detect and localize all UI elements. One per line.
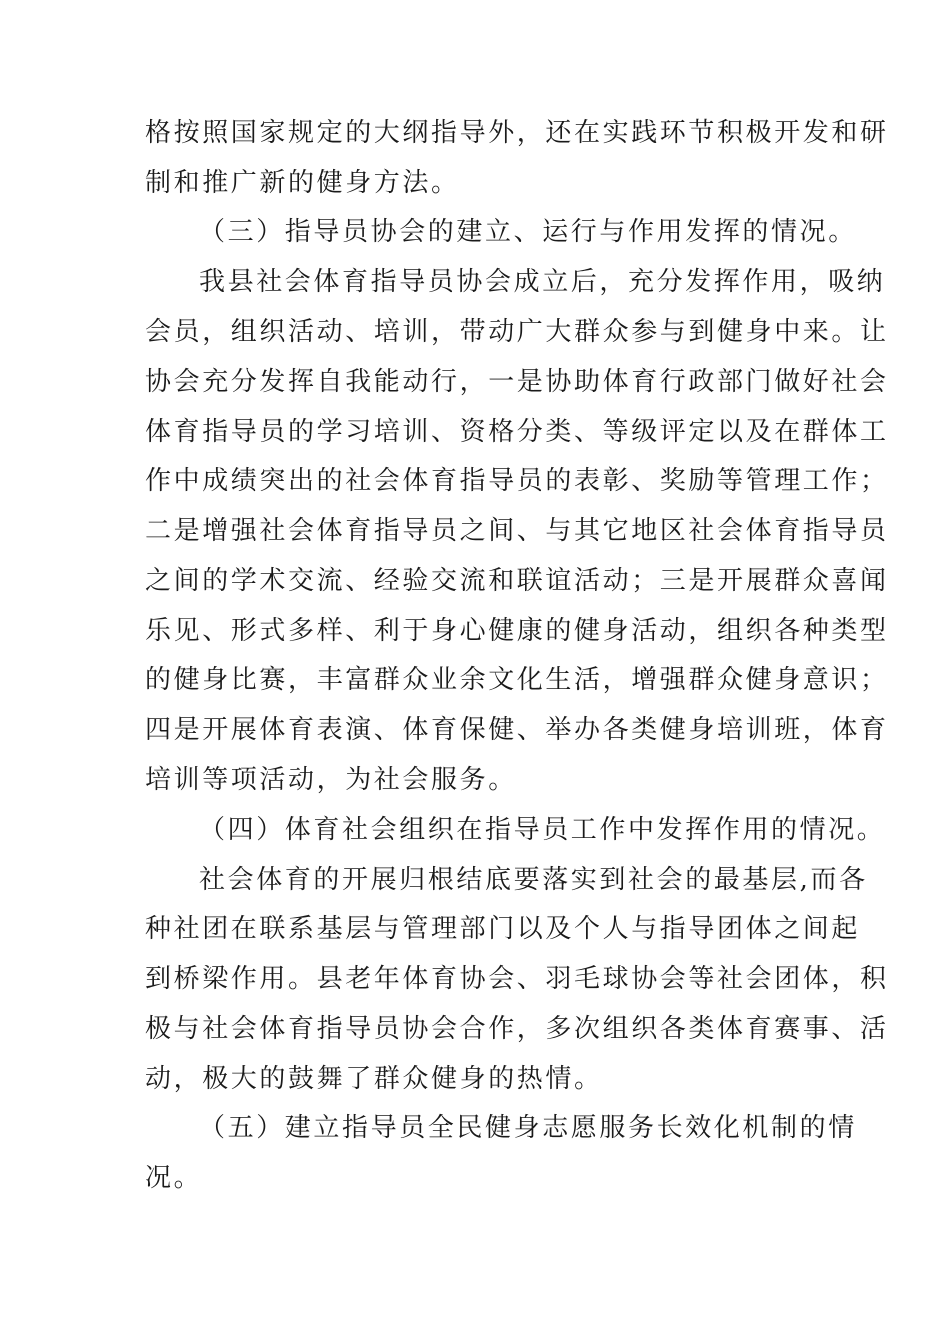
text-line: 制和推广新的健身方法。 — [145, 168, 460, 198]
text-line: 的健身比赛，丰富群众业余文化生活，增强群众健身意识； — [145, 665, 889, 695]
text-line: 动，极大的鼓舞了群众健身的热情。 — [145, 1064, 603, 1094]
text-line: 会员，组织活动、培训，带动广大群众参与到健身中来。让 — [145, 317, 889, 347]
text-line: 到桥梁作用。县老年体育协会、羽毛球协会等社会团体，积 — [145, 964, 889, 994]
text-line: 之间的学术交流、经验交流和联谊活动；三是开展群众喜闻 — [145, 566, 889, 596]
section-heading-3: （三）指导员协会的建立、运行与作用发挥的情况。 — [199, 217, 857, 247]
text-line: 培训等项活动，为社会服务。 — [145, 765, 517, 795]
text-line: 我县社会体育指导员协会成立后，充分发挥作用，吸纳 — [199, 267, 886, 297]
text-line: 协会充分发挥自我能动行，一是协助体育行政部门做好社会 — [145, 367, 889, 397]
text-line: 种社团在联系基层与管理部门以及个人与指导团体之间起 — [145, 914, 861, 944]
text-line: 作中成绩突出的社会体育指导员的表彰、奖励等管理工作； — [145, 466, 889, 496]
text-line: 况。 — [145, 1163, 203, 1193]
text-line: 乐见、形式多样、利于身心健康的健身活动，组织各种类型 — [145, 616, 889, 646]
section-heading-4: （四）体育社会组织在指导员工作中发挥作用的情况。 — [199, 815, 886, 845]
text-line: 四是开展体育表演、体育保健、举办各类健身培训班，体育 — [145, 715, 889, 745]
text-line: 极与社会体育指导员协会合作，多次组织各类体育赛事、活 — [145, 1014, 889, 1044]
text-line: 社会体育的开展归根结底要落实到社会的最基层,而各 — [199, 865, 868, 895]
section-heading-5: （五）建立指导员全民健身志愿服务长效化机制的情 — [199, 1113, 857, 1143]
text-line: 体育指导员的学习培训、资格分类、等级评定以及在群体工 — [145, 417, 889, 447]
text-line: 格按照国家规定的大纲指导外，还在实践环节积极开发和研 — [145, 118, 889, 148]
text-line: 二是增强社会体育指导员之间、与其它地区社会体育指导员 — [145, 516, 889, 546]
